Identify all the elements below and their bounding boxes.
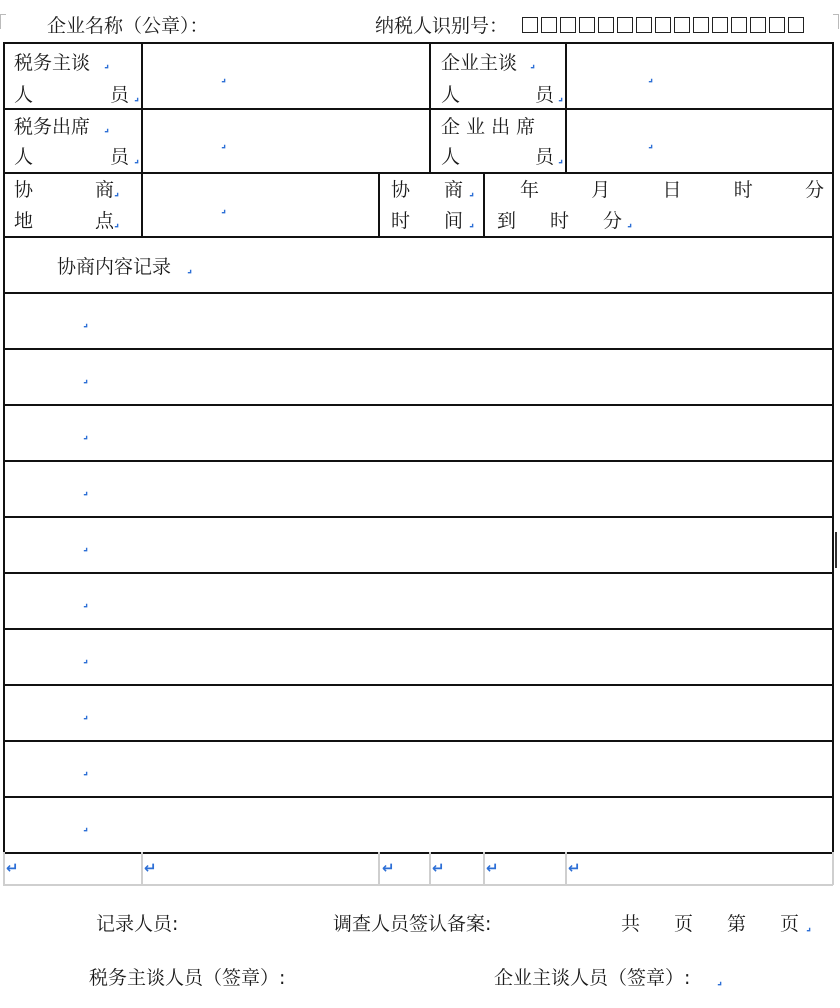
taxid-digit-box[interactable]	[598, 17, 614, 33]
paragraph-mark: ⌟	[717, 974, 723, 987]
tax-lead-input[interactable]	[142, 44, 429, 108]
cell-end-mark: ⌟	[627, 216, 633, 229]
return-mark-icon: ↵	[486, 859, 499, 877]
label-char: 协	[14, 179, 34, 201]
investigator-label: 调查人员签认备案:	[333, 913, 492, 935]
hour-label: 时	[733, 179, 753, 201]
label-char: 人	[14, 146, 34, 168]
place-label-line1	[14, 178, 114, 202]
page-label: 页	[779, 913, 799, 935]
tax-lead-label-line2	[14, 83, 129, 107]
to-label: 到	[497, 210, 517, 232]
label-char: 员	[109, 146, 129, 168]
column-divider	[378, 172, 380, 237]
taxid-digit-box[interactable]	[750, 17, 766, 33]
record-line-input[interactable]	[4, 405, 832, 459]
column-divider	[378, 852, 380, 885]
ent-lead-input[interactable]	[566, 44, 832, 108]
label-char: 间	[443, 210, 463, 232]
label-char: 人	[14, 84, 34, 106]
cell-end-mark: ⌟	[114, 185, 120, 198]
record-line-input[interactable]	[4, 629, 832, 683]
cell-end-mark: ⌟	[83, 820, 89, 833]
record-title: 协商内容记录	[57, 256, 172, 278]
tax-lead-label-line1: 税务主谈	[14, 52, 91, 74]
cell-end-mark: ⌟	[530, 57, 536, 70]
label-char: 人	[441, 146, 461, 168]
label-char: 员	[534, 84, 554, 106]
cell-end-mark: ⌟	[83, 708, 89, 721]
cell-end-mark: ⌟	[221, 202, 227, 215]
year-label: 年	[520, 179, 540, 201]
cell-end-mark: ⌟	[114, 216, 120, 229]
cell-end-mark: ⌟	[83, 484, 89, 497]
ent-lead-label-line2	[441, 83, 554, 107]
time-range-line2[interactable]	[497, 209, 622, 233]
column-divider	[429, 42, 431, 173]
cell-end-mark: ⌟	[558, 152, 564, 165]
label-char: 员	[109, 84, 129, 106]
cell-end-mark: ⌟	[83, 652, 89, 665]
table-bottom-border	[3, 884, 833, 886]
taxid-digit-box[interactable]	[674, 17, 690, 33]
cell-end-mark: ⌟	[469, 185, 475, 198]
row-divider	[3, 236, 833, 238]
label-char: 协	[391, 179, 411, 201]
page-label: 页	[673, 913, 693, 935]
cell-end-mark: ⌟	[469, 216, 475, 229]
taxid-digit-box[interactable]	[560, 17, 576, 33]
record-line-input[interactable]	[4, 461, 832, 515]
time-label-line2	[391, 209, 463, 233]
label-char: 地	[14, 210, 34, 232]
cell-end-mark: ⌟	[83, 428, 89, 441]
taxid-digit-box[interactable]	[693, 17, 709, 33]
month-label: 月	[591, 179, 611, 201]
company-name-label: 企业名称（公章）：	[47, 15, 209, 37]
place-label-line2	[14, 209, 114, 233]
column-divider	[832, 852, 834, 885]
time-label-line1	[391, 178, 463, 202]
label-char: 点	[94, 210, 114, 232]
taxid-digit-box[interactable]	[712, 17, 728, 33]
label-char: 时	[391, 210, 411, 232]
record-line-input[interactable]	[4, 517, 832, 571]
column-divider	[483, 852, 485, 885]
record-line-input[interactable]	[4, 293, 832, 347]
cell-end-mark: ⌟	[83, 764, 89, 777]
ent-attend-input[interactable]	[566, 110, 832, 172]
cell-end-mark: ⌟	[558, 90, 564, 103]
minute-label: 分	[804, 179, 824, 201]
taxpayer-id-label: 纳税人识别号：	[375, 15, 509, 37]
total-label: 共	[621, 913, 641, 935]
return-mark-icon: ↵	[568, 859, 581, 877]
column-divider	[3, 852, 5, 885]
tax-attend-input[interactable]	[142, 110, 429, 172]
ent-sign-label: 企业主谈人员（签章）:	[494, 967, 691, 989]
column-divider	[565, 852, 567, 885]
cell-end-mark: ⌟	[134, 90, 140, 103]
taxid-digit-box[interactable]	[579, 17, 595, 33]
page-corner-right	[833, 14, 839, 29]
cell-end-mark: ⌟	[104, 121, 110, 134]
cell-end-mark: ⌟	[134, 152, 140, 165]
label-char: 商	[443, 179, 463, 201]
column-divider	[429, 852, 431, 885]
number-label: 第	[726, 913, 746, 935]
column-divider	[483, 172, 485, 237]
taxid-digit-box[interactable]	[655, 17, 671, 33]
taxid-digit-box[interactable]	[731, 17, 747, 33]
page-count-label	[621, 912, 799, 936]
cell-end-mark: ⌟	[648, 137, 654, 150]
return-mark-icon: ↵	[382, 859, 395, 877]
tax-sign-label: 税务主谈人员（签章）:	[89, 967, 286, 989]
cell-end-mark: ⌟	[83, 596, 89, 609]
taxpayer-id-boxes[interactable]	[522, 17, 804, 33]
taxid-digit-box[interactable]	[617, 17, 633, 33]
row-divider	[3, 852, 833, 854]
hour-label: 时	[549, 210, 569, 232]
time-range-line1[interactable]	[520, 178, 824, 202]
record-line-input[interactable]	[4, 797, 832, 851]
page-corner-left	[0, 14, 6, 29]
column-divider	[141, 852, 143, 885]
paragraph-mark: ⌟	[806, 920, 812, 933]
cell-end-mark: ⌟	[187, 262, 193, 275]
ent-lead-label-line1: 企业主谈	[441, 52, 518, 74]
ent-attend-label-line1: 企 业 出 席	[441, 116, 536, 138]
table-right-border	[832, 42, 834, 853]
return-mark-icon: ↵	[144, 859, 157, 877]
taxid-digit-box[interactable]	[541, 17, 557, 33]
text-cursor	[835, 532, 840, 568]
cell-end-mark: ⌟	[648, 71, 654, 84]
label-char: 员	[534, 146, 554, 168]
ent-attend-label-line2	[441, 145, 554, 169]
cell-end-mark: ⌟	[83, 540, 89, 553]
record-line-input[interactable]	[4, 741, 832, 795]
place-input[interactable]	[142, 174, 378, 236]
return-mark-icon: ↵	[6, 859, 19, 877]
cell-end-mark: ⌟	[83, 316, 89, 329]
tax-attend-label-line2	[14, 145, 129, 169]
taxid-digit-box[interactable]	[636, 17, 652, 33]
label-char: 商	[94, 179, 114, 201]
taxid-digit-box[interactable]	[522, 17, 538, 33]
cell-end-mark: ⌟	[221, 137, 227, 150]
minute-label: 分	[602, 210, 622, 232]
taxid-digit-box[interactable]	[788, 17, 804, 33]
label-char: 人	[441, 84, 461, 106]
record-line-input[interactable]	[4, 573, 832, 627]
cell-end-mark: ⌟	[104, 57, 110, 70]
tax-attend-label-line1: 税务出席	[14, 116, 91, 138]
row-divider	[3, 172, 833, 174]
taxid-digit-box[interactable]	[769, 17, 785, 33]
recorder-label: 记录人员:	[96, 913, 179, 935]
cell-end-mark: ⌟	[221, 71, 227, 84]
cell-end-mark: ⌟	[83, 372, 89, 385]
return-mark-icon: ↵	[432, 859, 445, 877]
day-label: 日	[662, 179, 682, 201]
record-line-input[interactable]	[4, 349, 832, 403]
record-line-input[interactable]	[4, 685, 832, 739]
